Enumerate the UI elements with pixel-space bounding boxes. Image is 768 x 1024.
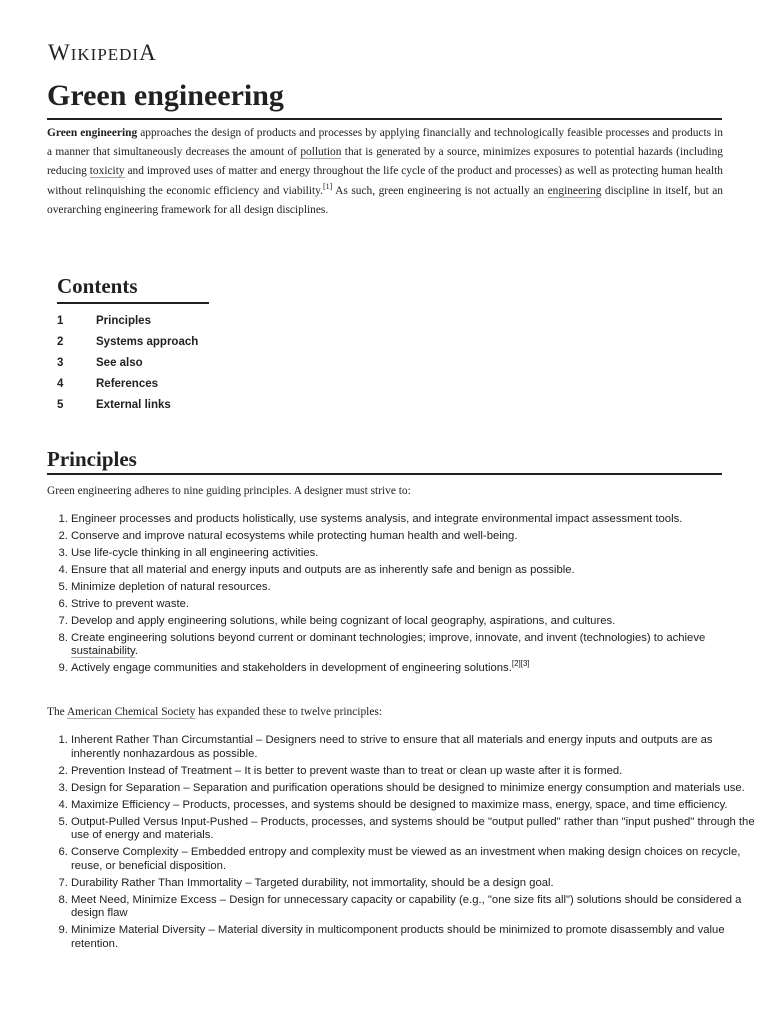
toc-item-see-also[interactable] — [57, 352, 209, 373]
list-item: 2. Prevention Instead of Treatment – It is better to prevent waste than to treat or clean up waste after it is formed. — [71, 765, 761, 779]
toc-number: 4 — [57, 377, 64, 390]
list-item-text: Create engineering solutions beyond current or dominant technologies; improve, innovate, and invent (technologies) to achieve — [71, 631, 706, 644]
toc-number: 3 — [57, 356, 64, 369]
acs-text-before: The — [47, 706, 67, 718]
link-american-chemical-society[interactable]: American Chemical Society — [66, 706, 196, 718]
acs-paragraph — [47, 704, 723, 720]
list-item: 7. Develop and apply engineering solutions, while being cognizant of local geography, aspirations, and cultures. — [71, 615, 761, 629]
acs-text-after: has expanded these to twelve principles: — [195, 706, 382, 718]
ref-2[interactable]: [2] — [511, 659, 521, 669]
link-toxicity[interactable]: toxicity — [89, 165, 125, 178]
list-item — [71, 632, 761, 659]
principles-lead: Green engineering adheres to nine guiding principles. A designer must strive to: — [47, 485, 411, 497]
list-item: 6. Strive to prevent waste. — [71, 598, 761, 612]
list-item: 4. Ensure that all material and energy inputs and outputs are as inherently safe and benign as possible. — [71, 564, 761, 578]
list-item: 7. Durability Rather Than Immortality – Targeted durability, not immortality, should be a design goal. — [71, 877, 761, 891]
toc-item-systems-approach[interactable] — [57, 331, 209, 352]
intro-text-3: and improved uses of matter and energy throughout the life cycle of the product and processes) as well as protecting human health without relinquishing the economic efficiency and viability. — [47, 165, 723, 197]
intro-text-5: discipline in itself, but an overarching engineering framework for all design disciplines. — [47, 184, 724, 216]
logo-letter-a: A — [139, 40, 157, 65]
section-heading-principles: Principles — [47, 446, 722, 475]
toc-label: Systems approach — [96, 335, 199, 348]
intro-bold-term: Green engineering — [47, 127, 138, 139]
list-item: 8. Meet Need, Minimize Excess – Design for unnecessary capacity or capability (e.g., "one size fits all") solutions should be considered a design flaw — [71, 894, 761, 921]
nine-principles-list — [47, 513, 761, 679]
ref-1[interactable]: [1] — [322, 181, 333, 191]
link-pollution[interactable]: pollution — [300, 146, 342, 159]
list-item: 4. Maximize Efficiency – Products, processes, and systems should be designed to maximize mass, energy, space, and time efficiency. — [71, 799, 761, 813]
list-item: 5. Minimize depletion of natural resources. — [71, 581, 761, 595]
list-item — [71, 659, 761, 676]
ref-3[interactable]: [3] — [520, 659, 530, 669]
page-title: Green engineering — [47, 78, 722, 120]
list-item: 1. Engineer processes and products holistically, use systems analysis, and integrate environmental impact assessment tools. — [71, 513, 761, 527]
toc-number: 2 — [57, 335, 64, 348]
toc-number: 1 — [57, 314, 64, 327]
link-sustainability[interactable]: sustainability — [71, 645, 135, 658]
toc-heading: Contents — [57, 272, 209, 304]
intro-text-1: approaches the design of products and processes by applying financially and technologically feasible processes and products in a manner that simultaneously decreases the amount of — [47, 127, 723, 159]
toc-item-references[interactable] — [57, 373, 209, 394]
logo-letters-middle: IKIPEDI — [70, 45, 140, 64]
toc-label: Principles — [96, 314, 151, 327]
toc-label: External links — [96, 398, 171, 411]
toc-item-principles[interactable] — [57, 310, 209, 331]
intro-text-2: that is generated by a source, minimizes exposures to potential hazards (including reducing — [47, 146, 724, 178]
list-item: 3. Design for Separation – Separation and purification operations should be designed to minimize energy consumption and materials use. — [71, 782, 761, 796]
link-engineering[interactable]: engineering — [547, 184, 602, 197]
intro-paragraph — [47, 124, 723, 220]
list-item: 3. Use life-cycle thinking in all engineering activities. — [71, 547, 761, 561]
list-item-text: Actively engage communities and stakeholders in development of engineering solutions. — [71, 662, 512, 675]
toc-label: See also — [96, 356, 143, 369]
list-item: 5. Output-Pulled Versus Input-Pushed – Products, processes, and systems should be "output pulled" rather than "input pushed" through the use of energy and materials. — [71, 816, 761, 843]
logo-letter-w: W — [48, 40, 71, 65]
twelve-principles-list — [47, 734, 761, 955]
list-item: 6. Conserve Complexity – Embedded entropy and complexity must be viewed as an investment when making design choices on recycle, reuse, or beneficial disposition. — [71, 846, 761, 873]
list-item: 1. Inherent Rather Than Circumstantial – Designers need to strive to ensure that all materials and energy inputs and outputs are as inherently nonhazardous as possible. — [71, 734, 761, 761]
toc-list — [57, 310, 209, 415]
table-of-contents — [57, 272, 209, 415]
toc-item-external-links[interactable] — [57, 394, 209, 415]
wikipedia-logo[interactable] — [48, 40, 157, 66]
list-item: 2. Conserve and improve natural ecosystems while protecting human health and well-being. — [71, 530, 761, 544]
list-item-period: . — [134, 645, 138, 658]
toc-label: References — [96, 377, 159, 390]
list-item: 9. Minimize Material Diversity – Material diversity in multicomponent products should be minimized to promote disassembly and value retention. — [71, 924, 761, 951]
intro-text-4: As such, green engineering is not actually an — [332, 184, 548, 197]
toc-number: 5 — [57, 398, 64, 411]
